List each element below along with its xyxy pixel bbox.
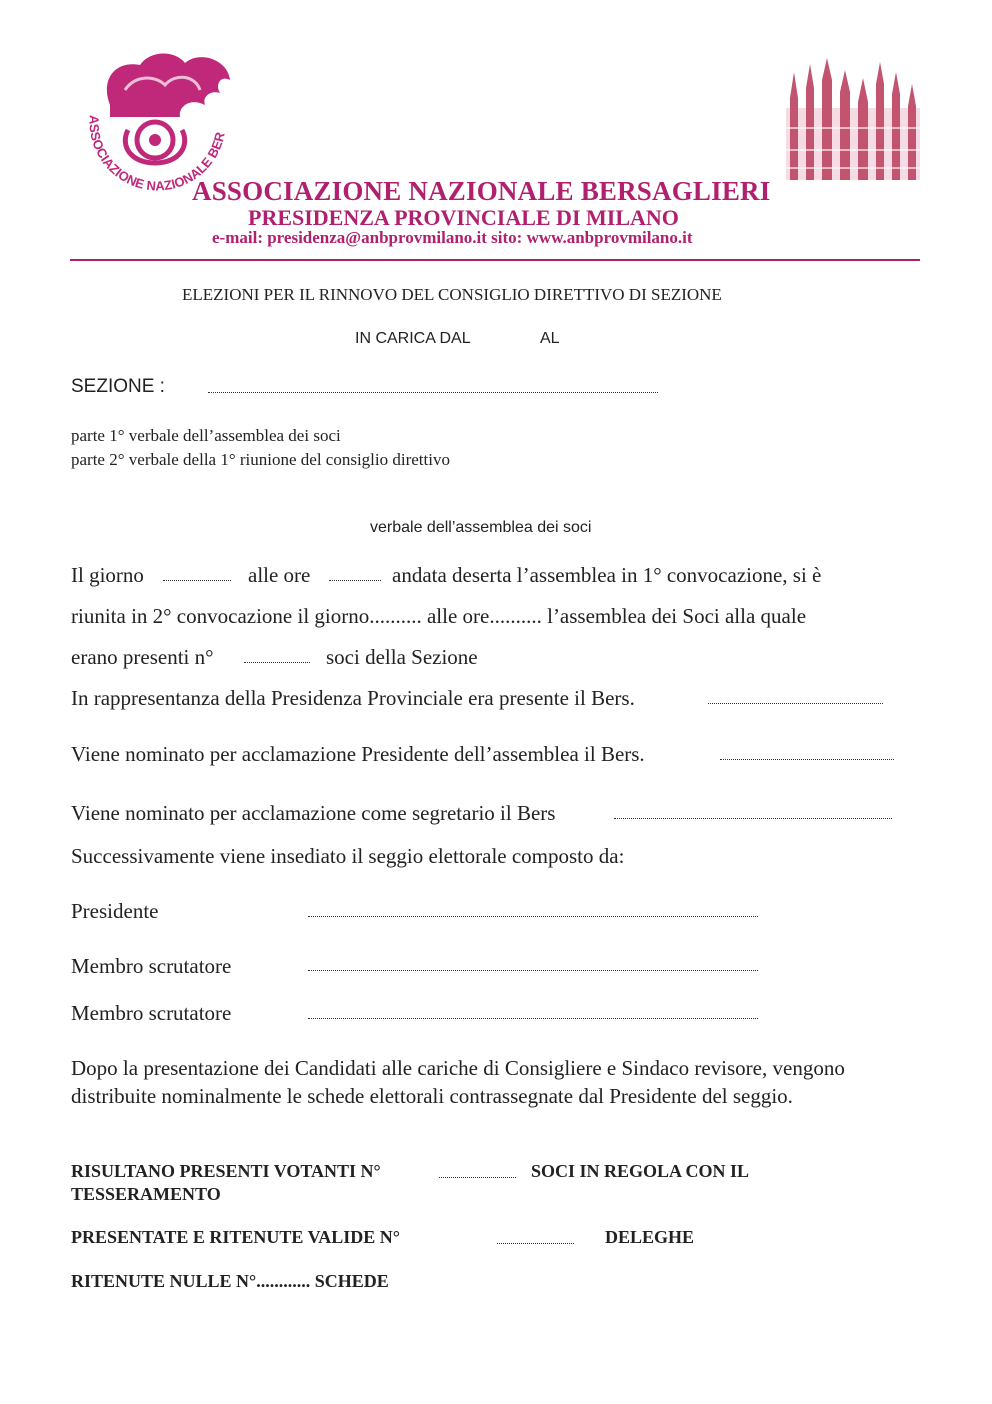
seggio-president-label: Presidente — [71, 899, 159, 923]
section-field — [208, 392, 658, 393]
seggio-president-field — [308, 916, 758, 917]
org-name: ASSOCIAZIONE NAZIONALE BERSAGLIERI — [192, 176, 771, 206]
voters-suffix: SOCI IN REGOLA CON IL — [531, 1161, 750, 1181]
representative-field — [708, 703, 883, 704]
hour-label: alle ore — [248, 563, 311, 587]
scrutineer-1-label: Membro scrutatore — [71, 954, 232, 978]
candidates-paragraph: Dopo la presentazione dei Candidati alle cariche di Consigliere e Sindaco revisore, vengono distribuite nominalmente le schede elettorali contrassegnate dal Presidente del seggio. — [71, 1056, 845, 1108]
secretary-field — [614, 818, 892, 819]
presidency-name: PRESIDENZA PROVINCIALE DI MILANO — [248, 205, 679, 230]
scrutineer-2-field — [308, 1018, 758, 1019]
cathedral-illustration — [786, 58, 920, 180]
proxies-label: PRESENTATE E RITENUTE VALIDE N° — [71, 1227, 400, 1247]
voters-label: RISULTANO PRESENTI VOTANTI N° — [71, 1161, 381, 1181]
voters-field — [439, 1177, 516, 1178]
hour-field — [329, 580, 381, 581]
assembly-president-text: Viene nominato per acclamazione Presidente dell’assemblea il Bers. — [71, 742, 645, 766]
assembly-president-field — [720, 759, 894, 760]
present-count-field — [244, 662, 310, 663]
representative-text: In rappresentanza della Presidenza Provinciale era presente il Bers. — [71, 686, 635, 710]
seggio-intro: Successivamente viene insediato il seggio elettorale composto da: — [71, 844, 625, 868]
header-divider — [70, 259, 920, 261]
scrutineer-2-label: Membro scrutatore — [71, 1001, 232, 1025]
term-from-label: IN CARICA DAL — [355, 330, 471, 347]
logo-ring-text: ASSOCIAZIONE NAZIONALE BER — [86, 114, 228, 194]
section-label: SEZIONE : — [71, 376, 165, 397]
section-subtitle: verbale dell’assemblea dei soci — [370, 519, 592, 536]
contact-line: e-mail: presidenza@anbprovmilano.it sito: www.anbprovmilano.it — [212, 228, 693, 247]
scrutineer-1-field — [308, 970, 758, 971]
day-label: Il giorno — [71, 563, 144, 587]
members-label: soci della Sezione — [326, 645, 478, 669]
voters-suffix-2: TESSERAMENTO — [71, 1184, 221, 1204]
part-1: parte 1° verbale dell’assemblea dei soci — [71, 426, 341, 445]
document-title: ELEZIONI PER IL RINNOVO DEL CONSIGLIO DIRETTIVO DI SEZIONE — [182, 285, 722, 304]
proxies-suffix: DELEGHE — [605, 1227, 695, 1247]
second-call-text: riunita in 2° convocazione il giorno.......... alle ore.......... l’assemblea dei Soci alla quale — [71, 604, 807, 628]
day-field — [163, 580, 231, 581]
present-label: erano presenti n° — [71, 645, 214, 669]
first-call-text: andata deserta l’assemblea in 1° convocazione, si è — [392, 563, 822, 587]
secretary-text: Viene nominato per acclamazione come segretario il Bers — [71, 801, 556, 825]
term-to-label: AL — [540, 330, 560, 347]
proxies-field — [497, 1243, 574, 1244]
part-2: parte 2° verbale della 1° riunione del consiglio direttivo — [71, 450, 450, 469]
null-ballots-line: RITENUTE NULLE N°............ SCHEDE — [71, 1271, 389, 1291]
